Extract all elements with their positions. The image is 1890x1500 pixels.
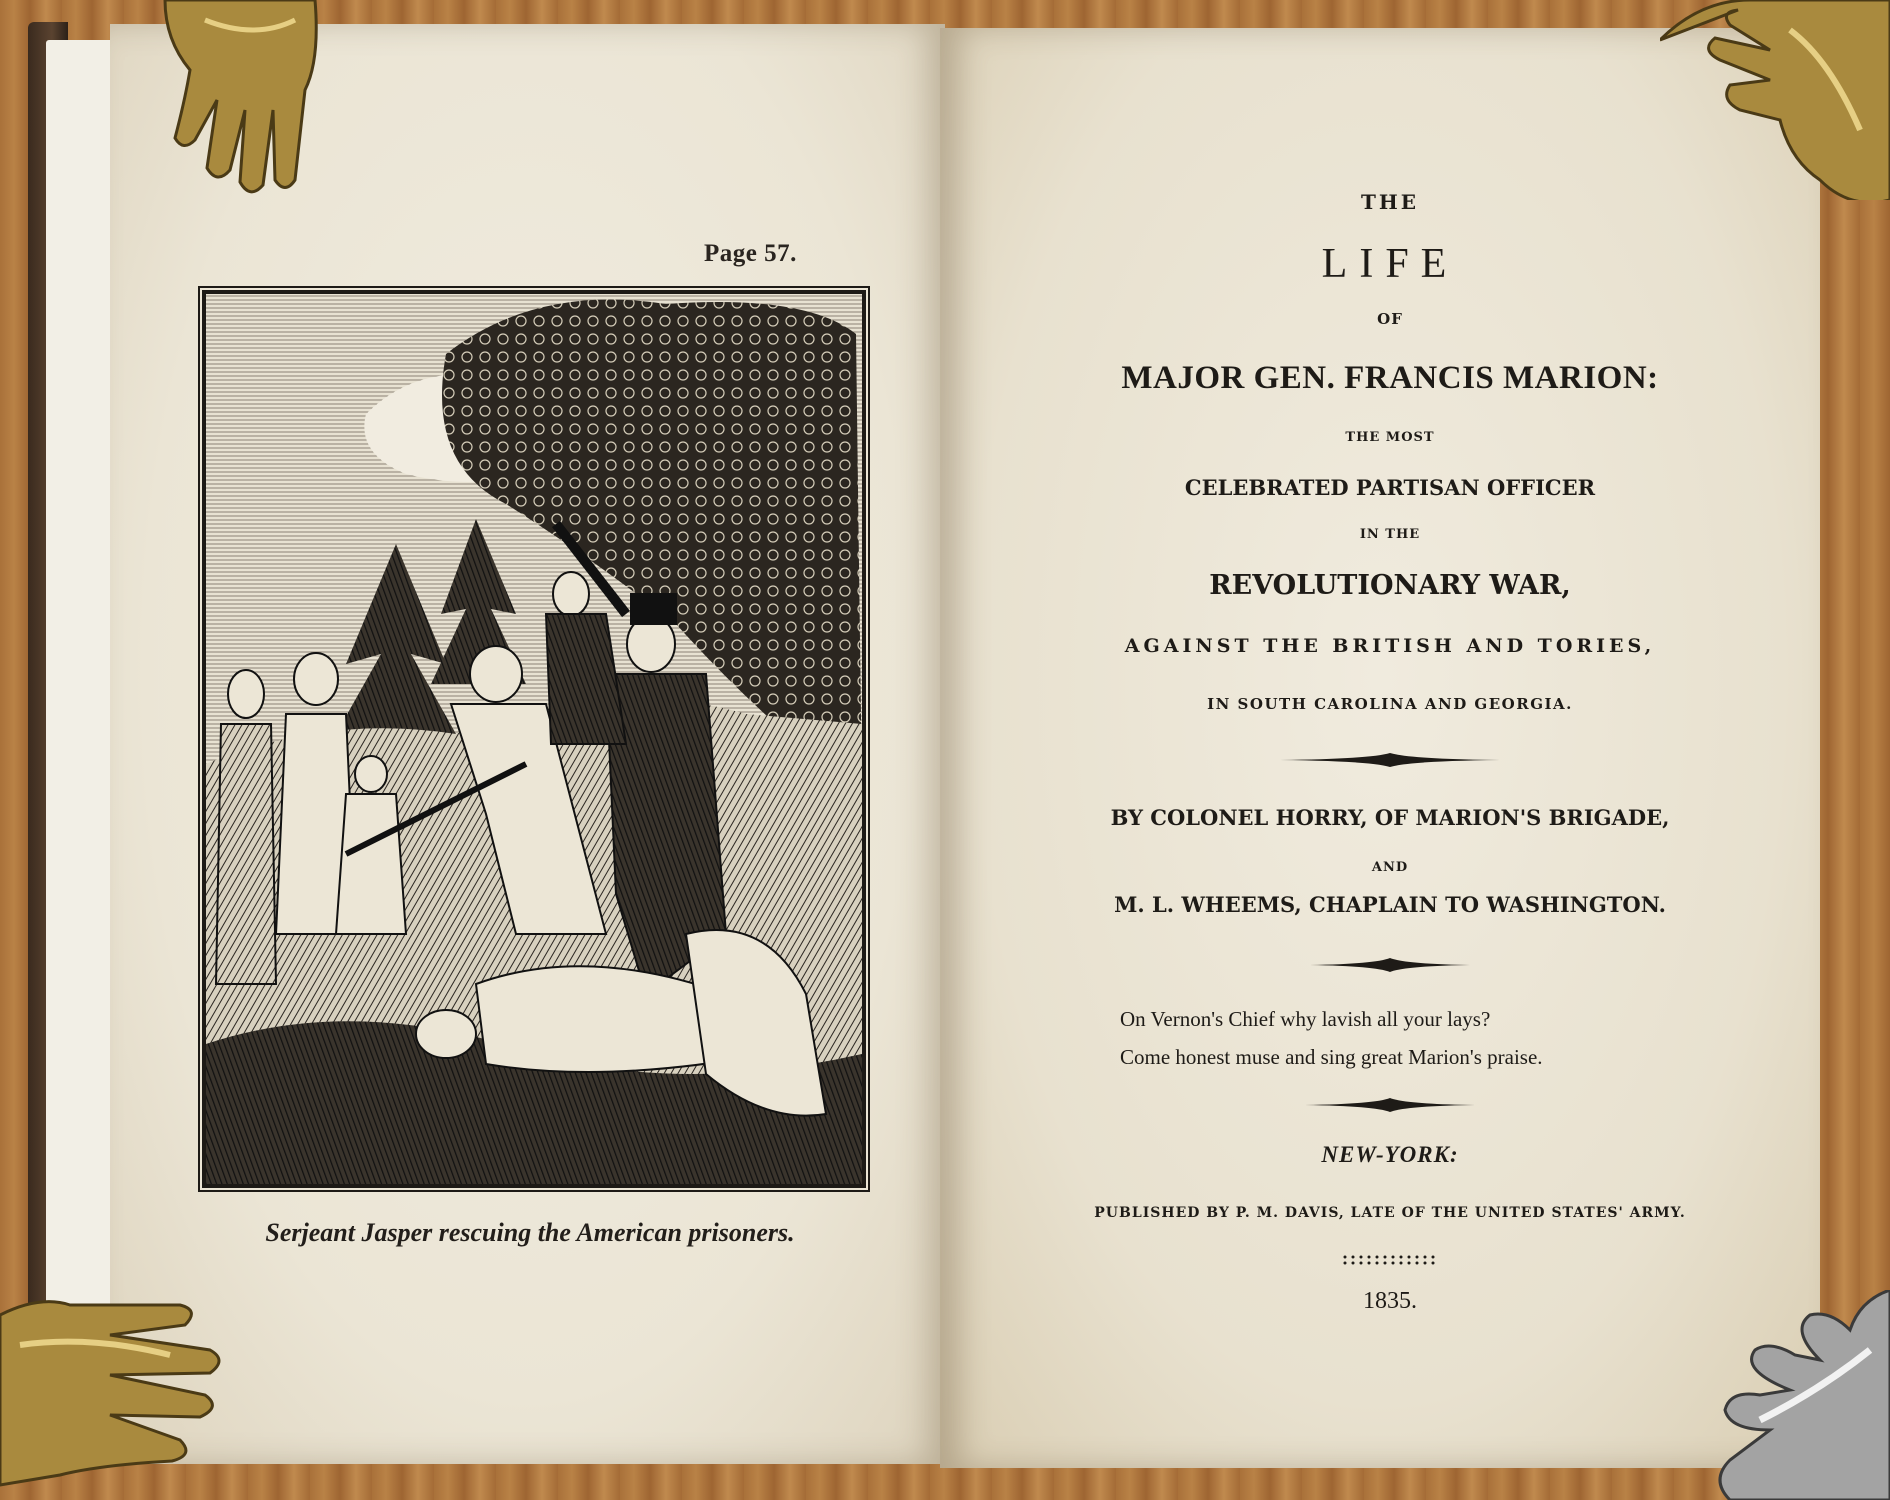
title-war: REVOLUTIONARY WAR, xyxy=(1209,570,1571,601)
author-horry: BY COLONEL HORRY, OF MARION'S BRIGADE, xyxy=(1110,805,1670,830)
title-region: IN SOUTH CAROLINA AND GEORGIA. xyxy=(1207,695,1573,713)
epigraph-verse xyxy=(1120,1000,1660,1076)
author-and: AND xyxy=(1371,860,1409,875)
brass-hand-weight-top-left xyxy=(145,0,335,200)
frontispiece-engraving xyxy=(202,290,866,1188)
verse-line-2: Come honest muse and sing great Marion's praise. xyxy=(1120,1045,1543,1069)
brass-hand-weight-top-right xyxy=(1660,0,1890,200)
title-celebrated: CELEBRATED PARTISAN OFFICER xyxy=(1184,475,1596,500)
silver-hand-weight-bottom-right xyxy=(1700,1290,1890,1500)
title-in-the: IN THE xyxy=(1359,527,1421,542)
ornament-divider xyxy=(1305,1095,1475,1115)
imprint-place: NEW-YORK: xyxy=(1321,1142,1459,1167)
imprint-publisher: PUBLISHED BY P. M. DAVIS, LATE OF THE UNITED STATES' ARMY. xyxy=(1094,1205,1686,1221)
engraving-illustration xyxy=(206,294,862,1184)
title-against: AGAINST THE BRITISH AND TORIES, xyxy=(1124,635,1656,657)
dotted-rule xyxy=(1340,1252,1440,1266)
imprint-year: 1835. xyxy=(1363,1288,1417,1314)
verse-line-1: On Vernon's Chief why lavish all your lays? xyxy=(1120,1007,1491,1031)
title-subject-name: MAJOR GEN. FRANCIS MARION: xyxy=(1121,360,1659,396)
ornament-divider xyxy=(1280,750,1500,770)
brass-hand-weight-bottom-left xyxy=(0,1275,230,1500)
engraving-caption: Serjeant Jasper rescuing the American prisoners. xyxy=(265,1218,795,1247)
title-the: THE xyxy=(1360,190,1420,214)
author-wheems: M. L. WHEEMS, CHAPLAIN TO WASHINGTON. xyxy=(1114,892,1666,917)
page-reference: Page 57. xyxy=(704,240,797,267)
title-life: LIFE xyxy=(1321,241,1459,287)
title-the-most: THE MOST xyxy=(1345,430,1435,445)
title-of: OF xyxy=(1377,310,1403,328)
ornament-divider xyxy=(1310,955,1470,975)
